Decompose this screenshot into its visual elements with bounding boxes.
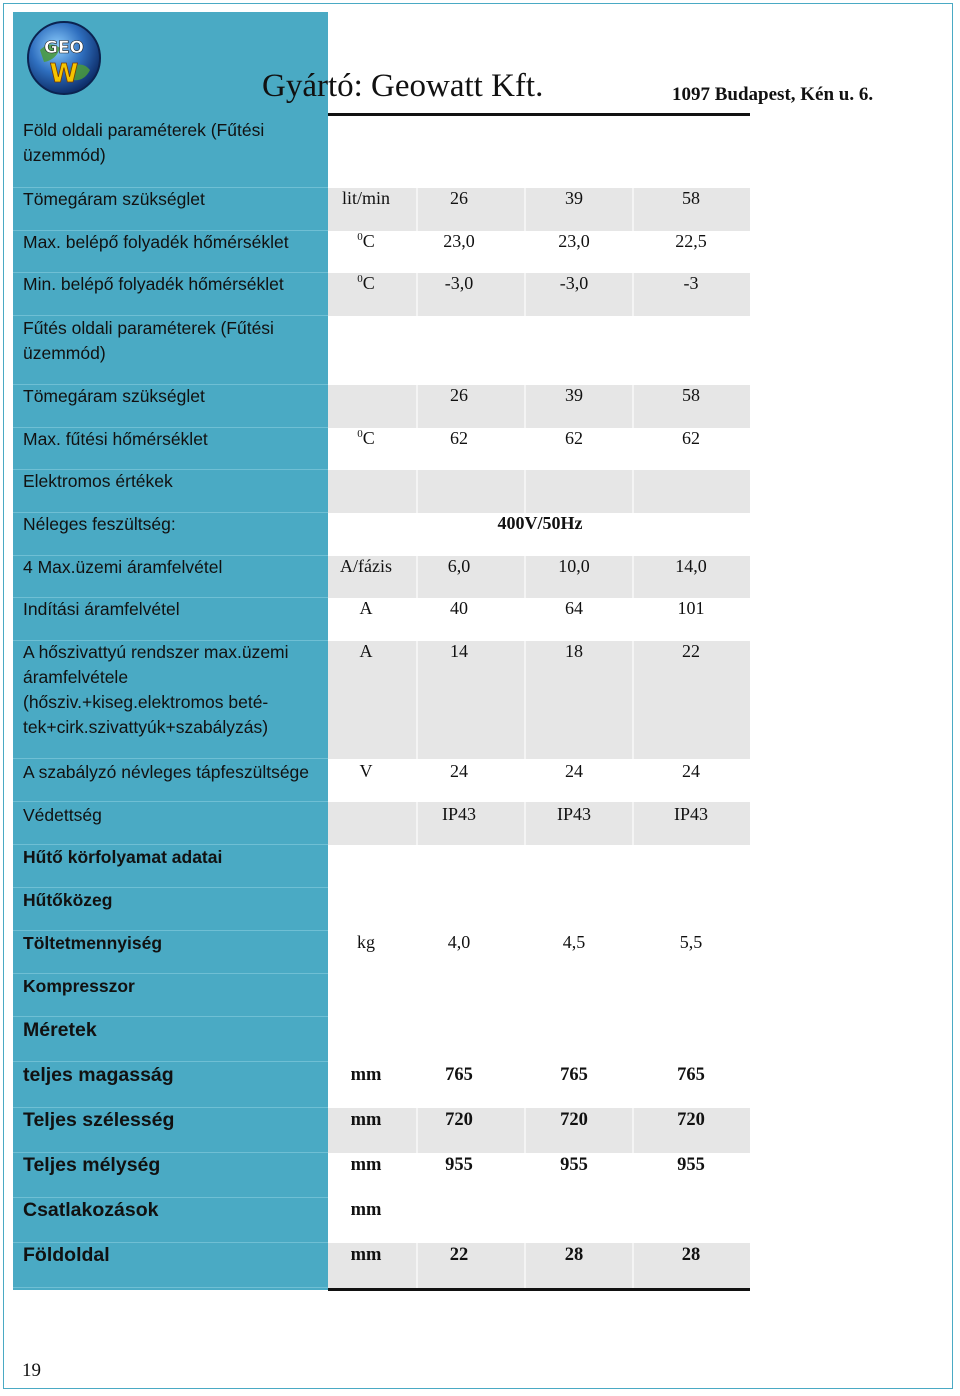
value-cell: 28: [564, 1245, 584, 1265]
manufacturer-address: 1097 Budapest, Kén u. 6.: [672, 84, 874, 105]
value-cell: 22,5: [675, 231, 707, 251]
row-label: Földoldal: [23, 1244, 110, 1266]
unit-cell: A/fázis: [340, 556, 392, 576]
value-cell: 58: [682, 188, 700, 208]
unit-text: C: [362, 273, 375, 293]
value-cell: 40: [450, 598, 468, 618]
row-label: Elektromos értékek: [23, 471, 173, 491]
column-divider: [632, 385, 634, 428]
value-cell: 22: [682, 641, 700, 661]
value-cell: 62: [450, 428, 468, 448]
row-label: A szabályzó névleges tápfeszültsége: [23, 762, 310, 782]
value-cell: 4,0: [447, 932, 471, 952]
row-separator: [13, 758, 328, 759]
row-separator: [13, 1287, 328, 1288]
value-cell: 720: [677, 1110, 705, 1130]
column-divider: [524, 470, 526, 513]
value-cell: 26: [450, 188, 468, 208]
logo-text-top: GEO: [43, 38, 85, 58]
header-rule: [328, 113, 750, 116]
row-label: Hűtő körfolyamat adatai: [23, 847, 223, 867]
row-label: teljes magasság: [23, 1064, 174, 1086]
row-shading: [328, 470, 750, 513]
row-label: Max. belépő folyadék hőmérséklet: [23, 232, 289, 252]
value-cell: 5,5: [679, 932, 703, 952]
value-cell: 101: [677, 598, 705, 618]
value-cell: 39: [565, 188, 583, 208]
value-cell: 24: [682, 761, 700, 781]
value-cell: 955: [560, 1155, 588, 1175]
unit-cell: mm: [350, 1110, 382, 1130]
column-divider: [632, 1108, 634, 1153]
unit-cell: mm: [350, 1200, 382, 1220]
row-label: 4 Max.üzemi áramfelvétel: [23, 557, 223, 577]
value-cell: -3,0: [444, 273, 474, 293]
unit-cell: [316, 428, 416, 449]
column-divider: [632, 802, 634, 845]
value-cell: 24: [450, 761, 468, 781]
logo-text-bottom: W: [49, 59, 79, 89]
unit-text: C: [362, 428, 375, 448]
value-cell: 720: [445, 1110, 473, 1130]
row-label: Föld oldali paraméterek (Fűtési üzemmód): [23, 120, 265, 165]
value-cell: 720: [560, 1110, 588, 1130]
value-cell: -3,0: [559, 273, 589, 293]
unit-cell: lit/min: [341, 188, 390, 208]
row-label: Max. fűtési hőmérséklet: [23, 429, 208, 449]
row-label: Fűtés oldali paraméterek (Fűtési üzemmód): [23, 318, 274, 363]
unit-cell: A: [359, 641, 373, 661]
value-cell: IP43: [556, 804, 591, 824]
voltage-value: 400V/50Hz: [497, 513, 583, 533]
row-label: Teljes mélység: [23, 1154, 161, 1176]
row-label: Hűtőközeg: [23, 890, 113, 910]
row-label: Védettség: [23, 805, 102, 825]
value-cell: 62: [565, 428, 583, 448]
bottom-rule: [328, 1288, 750, 1291]
manufacturer-title: Gyártó: Geowatt Kft.: [262, 68, 544, 104]
value-cell: 6,0: [447, 556, 471, 576]
value-cell: 955: [445, 1155, 473, 1175]
column-divider: [632, 273, 634, 316]
row-label: Töltetmennyiség: [23, 933, 163, 953]
value-cell: 23,0: [443, 231, 475, 251]
row-label: Kompresszor: [23, 976, 135, 996]
row-label: Méretek: [23, 1019, 97, 1041]
row-label: Teljes szélesség: [23, 1109, 175, 1131]
row-label: Csatlakozások: [23, 1199, 159, 1221]
column-divider: [632, 641, 634, 759]
value-cell: 18: [565, 641, 583, 661]
unit-superscript: 0: [357, 428, 363, 440]
column-divider: [416, 470, 418, 513]
unit-cell: [316, 231, 416, 252]
column-divider: [632, 188, 634, 231]
row-separator: [13, 1016, 328, 1017]
unit-cell: mm: [350, 1245, 382, 1265]
page-number: 19: [22, 1360, 41, 1381]
unit-cell: [316, 273, 416, 294]
row-separator: [13, 801, 328, 802]
row-label: Tömegáram szükséglet: [23, 189, 205, 209]
value-cell: -3: [683, 273, 699, 293]
value-cell: 765: [677, 1065, 705, 1085]
value-cell: IP43: [441, 804, 476, 824]
row-label: Indítási áramfelvétel: [23, 599, 180, 619]
unit-cell: V: [359, 761, 373, 781]
value-cell: 24: [565, 761, 583, 781]
value-cell: 765: [445, 1065, 473, 1085]
unit-text: C: [362, 231, 375, 251]
column-divider: [632, 1243, 634, 1288]
value-cell: 58: [682, 385, 700, 405]
value-cell: 4,5: [562, 932, 586, 952]
unit-cell: mm: [350, 1155, 382, 1175]
row-label: A hőszivattyú rendszer max.üzemi áramfelvétele (hősziv.+kiseg.elektromos beté-tek+cirk.szivattyúk+szabályzás): [23, 642, 289, 737]
value-cell: 28: [681, 1245, 701, 1265]
value-cell: 955: [677, 1155, 705, 1175]
value-cell: 14,0: [675, 556, 707, 576]
unit-cell: kg: [357, 932, 375, 952]
value-cell: IP43: [673, 804, 708, 824]
value-cell: 64: [565, 598, 583, 618]
unit-superscript: 0: [357, 231, 363, 243]
geowatt-logo: [26, 20, 102, 96]
value-cell: 39: [565, 385, 583, 405]
row-label: Tömegáram szükséglet: [23, 386, 205, 406]
row-label: Néleges feszültség:: [23, 514, 176, 534]
value-cell: 26: [450, 385, 468, 405]
value-cell: 10,0: [558, 556, 590, 576]
value-cell: 14: [450, 641, 468, 661]
column-divider: [632, 556, 634, 598]
unit-cell: mm: [350, 1065, 382, 1085]
unit-superscript: 0: [357, 273, 363, 285]
value-cell: 23,0: [558, 231, 590, 251]
value-cell: 62: [682, 428, 700, 448]
row-separator: [13, 1061, 328, 1062]
value-cell: 765: [560, 1065, 588, 1085]
unit-cell: A: [359, 598, 373, 618]
column-divider: [632, 470, 634, 513]
value-cell: 22: [449, 1245, 469, 1265]
row-label: Min. belépő folyadék hőmérséklet: [23, 274, 284, 294]
